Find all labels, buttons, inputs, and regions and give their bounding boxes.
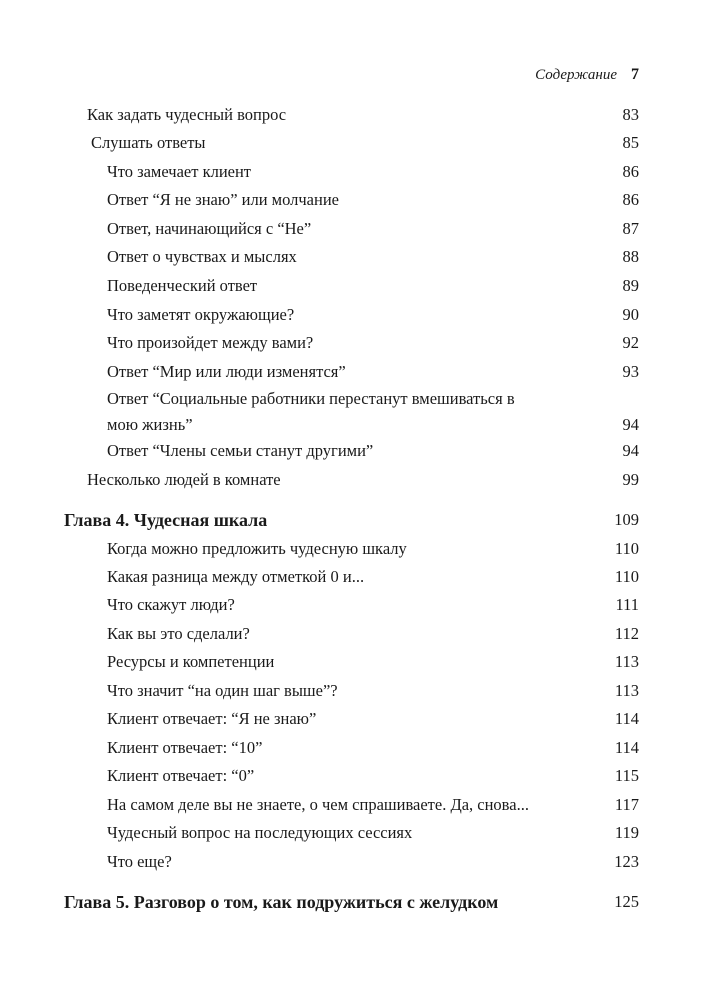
toc-entry-page: 111: [615, 595, 639, 614]
toc-entry-page: 92: [622, 333, 639, 352]
toc-entry: [0, 303, 703, 327]
toc-entry-page: 90: [622, 305, 639, 324]
toc-entry: [0, 650, 703, 674]
toc-entry-page: 94: [622, 441, 639, 460]
toc-entry-title: Несколько людей в комнате: [87, 470, 281, 489]
toc-entry-title: Поведенческий ответ: [107, 276, 258, 295]
toc-entry-page: 123: [614, 852, 639, 871]
toc-entry-title: Что значит “на один шаг выше”?: [107, 681, 338, 700]
toc-entry-title: Ресурсы и компетенции: [107, 652, 275, 671]
toc-entry-page: 86: [622, 162, 639, 181]
toc-entry: [0, 160, 703, 184]
toc-entry: [0, 217, 703, 241]
toc-entry-page: 110: [614, 567, 639, 586]
toc-entry-title: Что скажут люди?: [107, 595, 235, 614]
toc-entry-page: 114: [614, 738, 639, 757]
chapter-heading: [0, 508, 703, 532]
running-head: [535, 66, 639, 88]
toc-entry-page: 113: [614, 681, 639, 700]
toc-entry: [0, 274, 703, 298]
toc-entry-title: Что заметят окружающие?: [107, 305, 295, 324]
toc-entry-page: 93: [622, 362, 639, 381]
toc-entry-title: Ответ о чувствах и мыслях: [107, 247, 297, 266]
toc-entry: [0, 707, 703, 731]
toc-entry: [0, 537, 703, 561]
toc-entry: [0, 131, 703, 155]
toc-entry: [0, 793, 703, 817]
toc-entry-title: Клиент отвечает: “0”: [107, 766, 255, 785]
toc-entry-title: На самом деле вы не знаете, о чем спрашиваете. Да, снова...: [107, 795, 529, 814]
toc-entry: [0, 439, 703, 463]
toc-entry-title: Когда можно предложить чудесную шкалу: [107, 539, 407, 558]
toc-entry-title: Ответ “Социальные работники перестанут вмешиваться в мою жизнь”: [107, 389, 515, 434]
toc-entry-page: 112: [614, 624, 639, 643]
toc-entry-title: Как задать чудесный вопрос: [87, 105, 287, 124]
toc-entry-title: Ответ, начинающийся с “Не”: [107, 219, 312, 238]
toc-entry-page: 114: [614, 709, 639, 728]
toc-entry-page: 86: [622, 190, 639, 209]
toc-entry-title: Чудесный вопрос на последующих сессиях: [107, 823, 413, 842]
toc-entry: [0, 103, 703, 127]
toc-entry-page: 89: [622, 276, 639, 295]
toc-entry-page: 115: [614, 766, 639, 785]
toc-entry-title: Что произойдет между вами?: [107, 333, 314, 352]
toc-entry-title: Что замечает клиент: [107, 162, 252, 181]
toc-entry-title: Как вы это сделали?: [107, 624, 250, 643]
toc-entry: [0, 386, 703, 438]
toc-entry: [0, 736, 703, 760]
toc-entry-page: 99: [622, 470, 639, 489]
toc-entry-title: Клиент отвечает: “Я не знаю”: [107, 709, 317, 728]
chapter-heading: [0, 890, 703, 914]
toc-entry: [0, 245, 703, 269]
toc-entry: [0, 821, 703, 845]
toc-entry: [0, 360, 703, 384]
toc-entry: [0, 850, 703, 874]
toc-entry-page: 88: [622, 247, 639, 266]
toc-entry-title: Ответ “Я не знаю” или молчание: [107, 190, 339, 209]
toc-entry: [0, 188, 703, 212]
toc-entry: [0, 331, 703, 355]
page-number: 7: [631, 66, 639, 83]
toc-entry-page: 119: [614, 823, 639, 842]
toc-entry: [0, 679, 703, 703]
chapter-title: Глава 4. Чудесная шкала: [64, 510, 268, 530]
toc-entry: [0, 468, 703, 492]
toc-entry: [0, 593, 703, 617]
toc-entry: [0, 764, 703, 788]
toc-entry-page: 113: [614, 652, 639, 671]
toc-entry-page: 110: [614, 539, 639, 558]
toc-entry-page: 94: [622, 415, 639, 434]
toc-entry-title: Клиент отвечает: “10”: [107, 738, 263, 757]
chapter-page: 125: [614, 892, 639, 911]
chapter-page: 109: [614, 510, 639, 529]
toc-entry-title: Слушать ответы: [91, 133, 206, 152]
toc-entry-page: 117: [614, 795, 639, 814]
toc-entry-title: Что еще?: [107, 852, 172, 871]
running-head-title: Содержание: [535, 67, 617, 83]
toc-entry-title: Какая разница между отметкой 0 и...: [107, 567, 365, 586]
toc-entry-page: 85: [622, 133, 639, 152]
toc-entry-page: 83: [622, 105, 639, 124]
toc-entry-title: Ответ “Мир или люди изменятся”: [107, 362, 346, 381]
chapter-title: Глава 5. Разговор о том, как подружиться с желудком: [64, 892, 499, 912]
toc-entry: [0, 565, 703, 589]
toc-entry-page: 87: [622, 219, 639, 238]
toc-entry: [0, 622, 703, 646]
toc-entry-title: Ответ “Члены семьи станут другими”: [107, 441, 374, 460]
